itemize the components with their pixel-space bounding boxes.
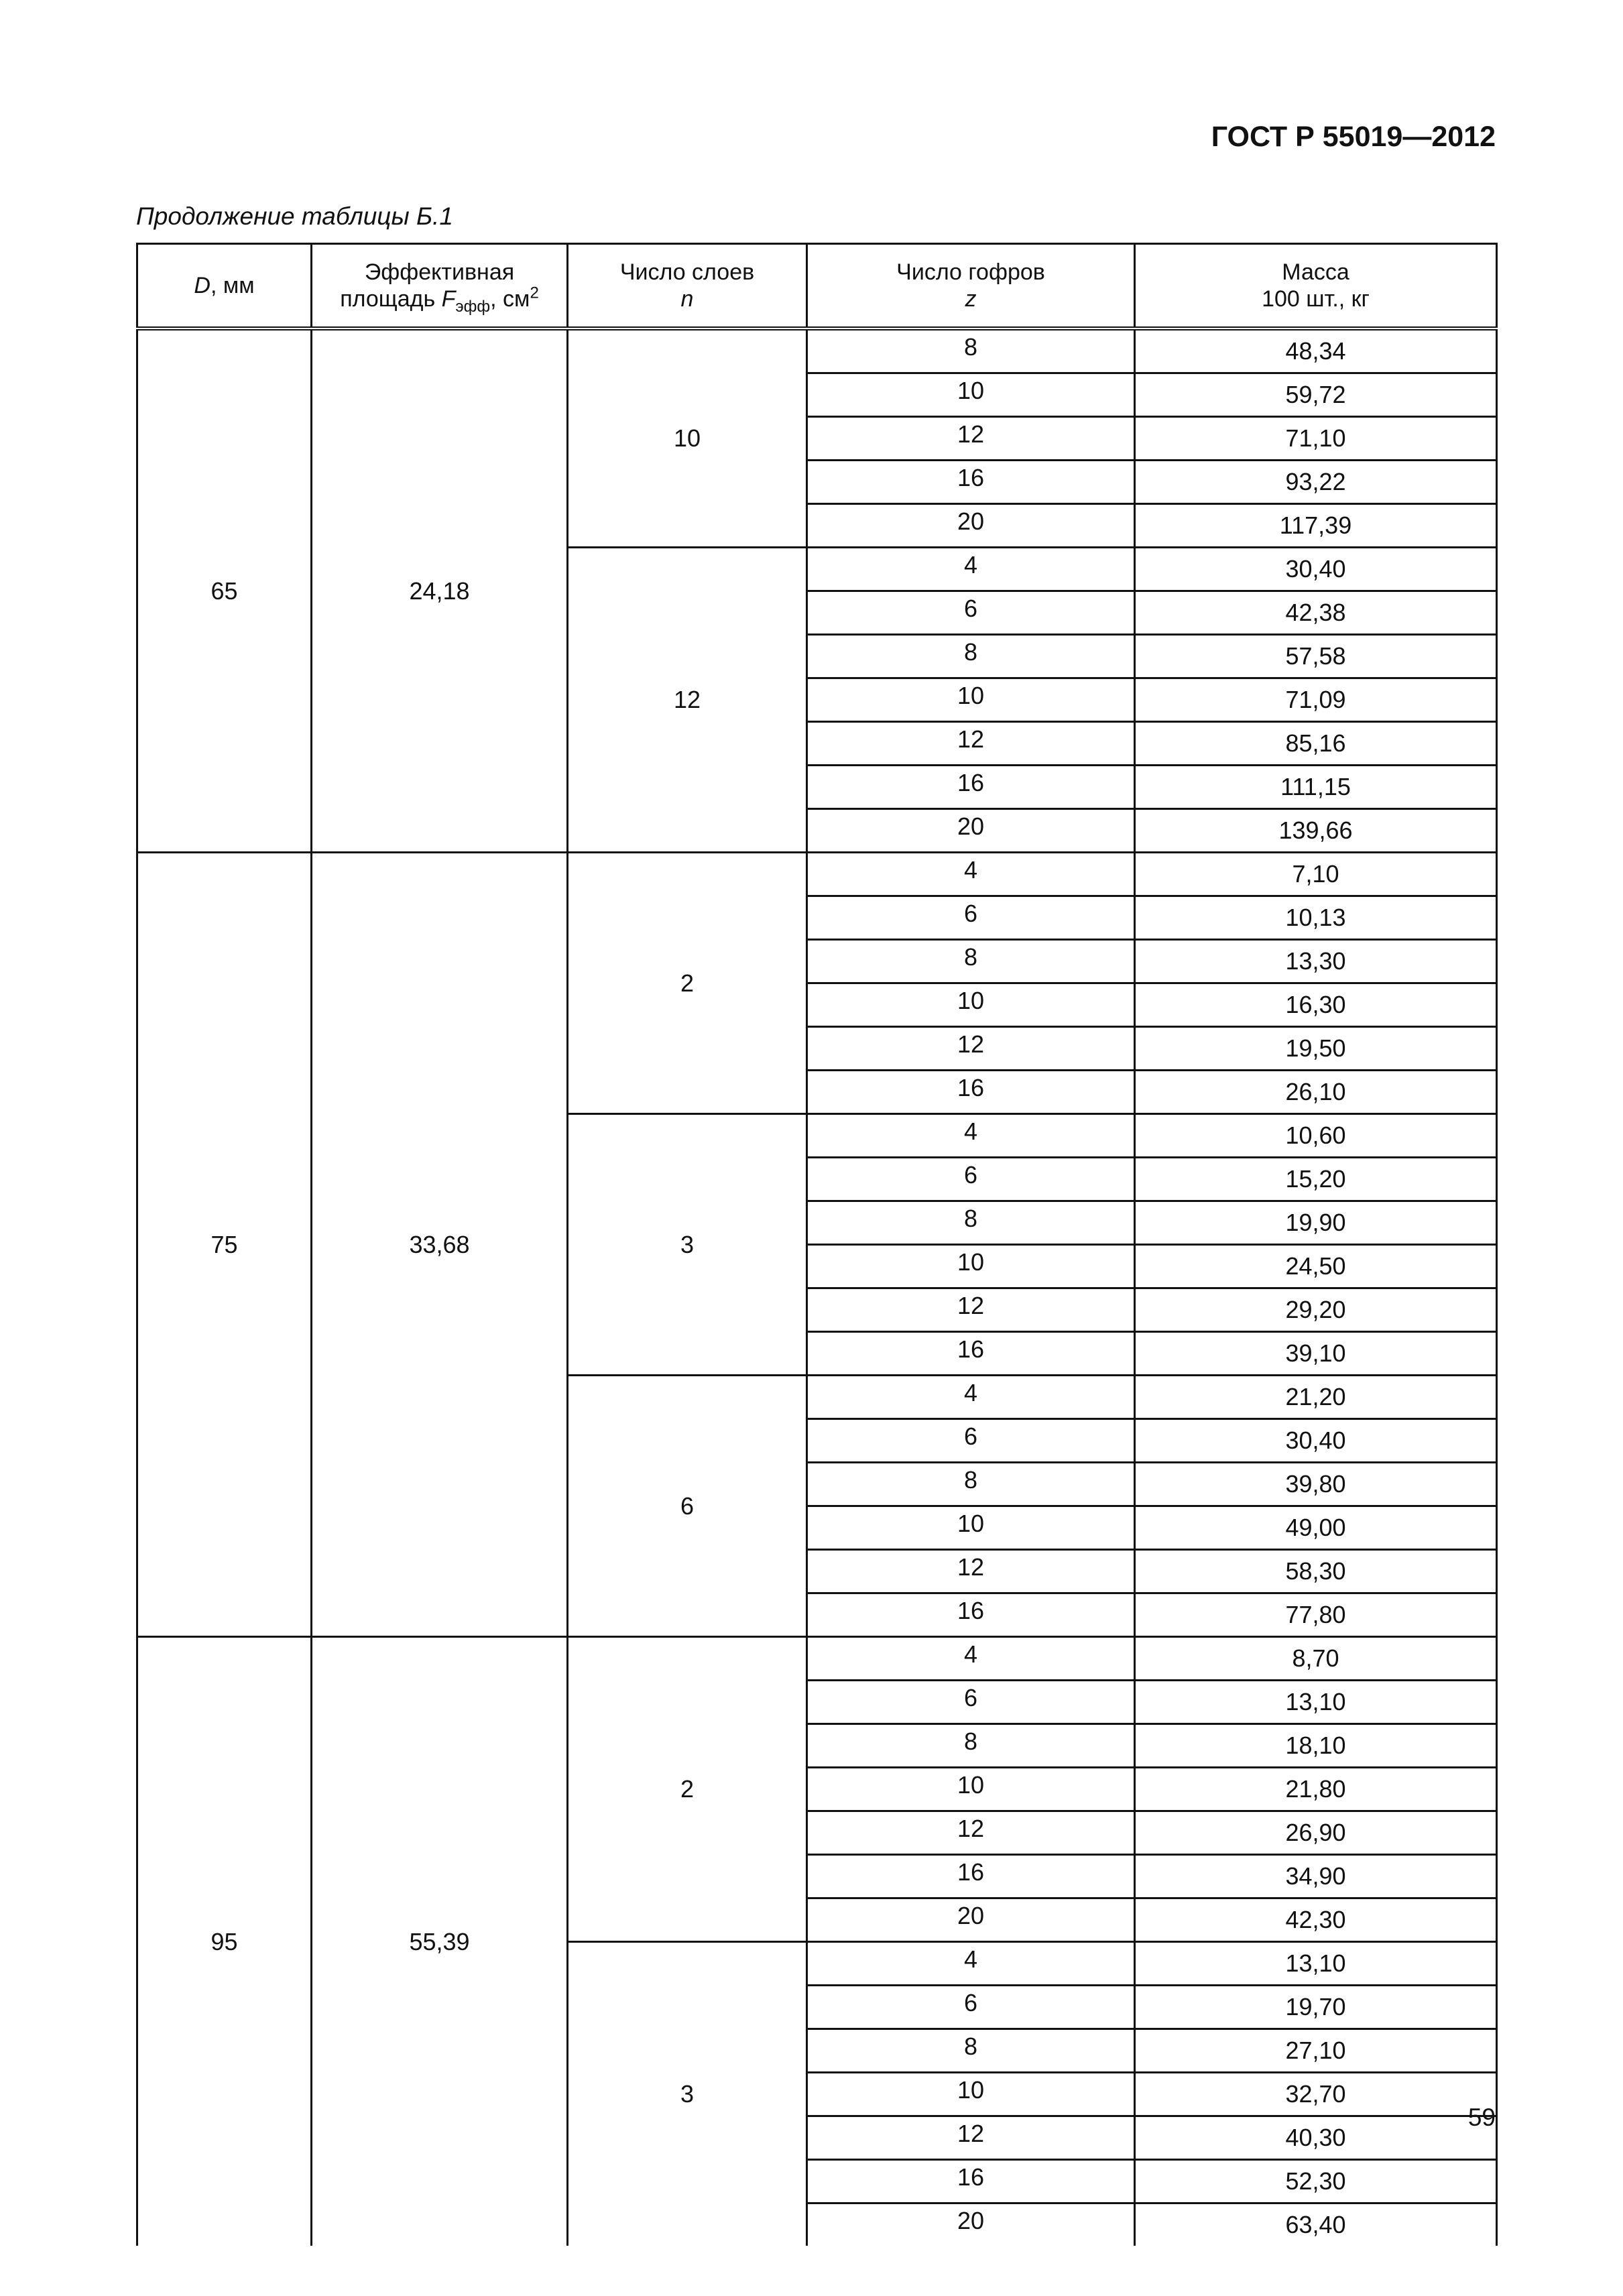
col-header-corrugations	[807, 244, 1135, 329]
cell-layers: 3	[568, 1942, 807, 2246]
cell-corrugations: 20	[807, 2203, 1135, 2246]
cell-corrugations: 4	[807, 1942, 1135, 1986]
cell-corrugations: 10	[807, 1768, 1135, 1811]
cell-mass: 16,30	[1135, 983, 1497, 1027]
cell-mass: 18,10	[1135, 1724, 1497, 1768]
cell-mass: 40,30	[1135, 2116, 1497, 2160]
cell-mass: 13,30	[1135, 940, 1497, 983]
cell-mass: 49,00	[1135, 1506, 1497, 1550]
cell-corrugations: 12	[807, 1288, 1135, 1332]
layers-symbol: n	[680, 286, 694, 312]
cell-corrugations: 20	[807, 504, 1135, 548]
cell-mass: 8,70	[1135, 1637, 1497, 1681]
cell-corrugations: 16	[807, 1593, 1135, 1637]
table-row	[137, 1637, 1497, 1681]
cell-mass: 117,39	[1135, 504, 1497, 548]
mass-table	[136, 243, 1498, 2246]
cell-corrugations: 8	[807, 2029, 1135, 2073]
col-header-diameter	[137, 244, 312, 329]
cell-mass: 39,10	[1135, 1332, 1497, 1376]
cell-corrugations: 16	[807, 766, 1135, 809]
cell-corrugations: 4	[807, 1114, 1135, 1158]
cell-corrugations: 6	[807, 1158, 1135, 1201]
table-row	[137, 853, 1497, 896]
cell-mass: 58,30	[1135, 1550, 1497, 1593]
cell-corrugations: 6	[807, 1681, 1135, 1724]
cell-mass: 7,10	[1135, 853, 1497, 896]
cell-mass: 26,10	[1135, 1071, 1497, 1114]
cell-corrugations: 10	[807, 983, 1135, 1027]
cell-diameter: 65	[137, 328, 312, 853]
cell-mass: 19,90	[1135, 1201, 1497, 1245]
cell-mass: 10,60	[1135, 1114, 1497, 1158]
mass-unit: 100 шт., кг	[1262, 286, 1370, 312]
cell-mass: 71,10	[1135, 417, 1497, 461]
cell-corrugations: 4	[807, 548, 1135, 591]
cell-mass: 85,16	[1135, 722, 1497, 766]
cell-mass: 30,40	[1135, 1419, 1497, 1463]
cell-mass: 30,40	[1135, 548, 1497, 591]
col-header-layers	[568, 244, 807, 329]
cell-mass: 59,72	[1135, 373, 1497, 417]
cell-corrugations: 12	[807, 417, 1135, 461]
cell-corrugations: 8	[807, 1724, 1135, 1768]
document-standard-code: ГОСТ Р 55019—2012	[1211, 121, 1496, 153]
cell-mass: 29,20	[1135, 1288, 1497, 1332]
diameter-symbol: D	[194, 273, 211, 298]
table-row	[137, 328, 1497, 373]
cell-mass: 26,90	[1135, 1811, 1497, 1855]
cell-corrugations: 16	[807, 1855, 1135, 1898]
cell-corrugations: 10	[807, 678, 1135, 722]
cell-mass: 48,34	[1135, 328, 1497, 373]
cell-corrugations: 6	[807, 1419, 1135, 1463]
corrugations-label: Число гофров	[896, 259, 1045, 285]
cell-corrugations: 8	[807, 940, 1135, 983]
cell-corrugations: 16	[807, 1071, 1135, 1114]
diameter-unit: , мм	[210, 273, 255, 298]
area-label-2: площадь	[340, 286, 442, 312]
cell-corrugations: 10	[807, 2073, 1135, 2116]
table-caption: Продолжение таблицы Б.1	[136, 202, 453, 230]
cell-corrugations: 16	[807, 1332, 1135, 1376]
cell-mass: 77,80	[1135, 1593, 1497, 1637]
col-header-mass	[1135, 244, 1497, 329]
layers-label: Число слоев	[619, 259, 755, 285]
mass-label: Масса	[1282, 259, 1349, 285]
cell-diameter: 95	[137, 1637, 312, 2246]
area-subscript: эфф	[455, 297, 491, 316]
cell-corrugations: 16	[807, 461, 1135, 504]
cell-corrugations: 12	[807, 1811, 1135, 1855]
area-superscript: 2	[530, 284, 539, 302]
cell-mass: 27,10	[1135, 2029, 1497, 2073]
cell-corrugations: 10	[807, 1245, 1135, 1288]
area-label: Эффективная	[364, 259, 515, 285]
cell-mass: 32,70	[1135, 2073, 1497, 2116]
cell-corrugations: 6	[807, 591, 1135, 635]
cell-corrugations: 10	[807, 373, 1135, 417]
cell-layers: 10	[568, 328, 807, 548]
cell-mass: 42,30	[1135, 1898, 1497, 1942]
cell-corrugations: 4	[807, 1637, 1135, 1681]
cell-corrugations: 12	[807, 2116, 1135, 2160]
cell-corrugations: 10	[807, 1506, 1135, 1550]
cell-layers: 6	[568, 1376, 807, 1637]
cell-corrugations: 20	[807, 1898, 1135, 1942]
cell-corrugations: 12	[807, 722, 1135, 766]
cell-mass: 57,58	[1135, 635, 1497, 678]
cell-corrugations: 6	[807, 896, 1135, 940]
cell-mass: 93,22	[1135, 461, 1497, 504]
cell-area: 24,18	[312, 328, 568, 853]
table-header-row	[137, 244, 1497, 329]
cell-area: 55,39	[312, 1637, 568, 2246]
area-unit: , см	[490, 286, 530, 312]
cell-mass: 111,15	[1135, 766, 1497, 809]
cell-corrugations: 8	[807, 1463, 1135, 1506]
cell-mass: 21,80	[1135, 1768, 1497, 1811]
table-body	[137, 328, 1497, 2246]
cell-corrugations: 8	[807, 635, 1135, 678]
page-number: 59	[1467, 2104, 1496, 2131]
cell-mass: 21,20	[1135, 1376, 1497, 1419]
cell-corrugations: 6	[807, 1986, 1135, 2029]
cell-mass: 15,20	[1135, 1158, 1497, 1201]
cell-diameter: 75	[137, 853, 312, 1637]
cell-mass: 19,70	[1135, 1986, 1497, 2029]
cell-corrugations: 4	[807, 853, 1135, 896]
cell-corrugations: 4	[807, 1376, 1135, 1419]
cell-mass: 42,38	[1135, 591, 1497, 635]
cell-corrugations: 8	[807, 328, 1135, 373]
cell-layers: 2	[568, 853, 807, 1114]
cell-mass: 13,10	[1135, 1942, 1497, 1986]
col-header-area	[312, 244, 568, 329]
cell-area: 33,68	[312, 853, 568, 1637]
cell-mass: 13,10	[1135, 1681, 1497, 1724]
cell-corrugations: 16	[807, 2160, 1135, 2203]
cell-layers: 2	[568, 1637, 807, 1942]
cell-corrugations: 8	[807, 1201, 1135, 1245]
area-symbol: F	[441, 286, 456, 312]
cell-mass: 139,66	[1135, 809, 1497, 853]
cell-mass: 19,50	[1135, 1027, 1497, 1071]
cell-mass: 71,09	[1135, 678, 1497, 722]
cell-mass: 52,30	[1135, 2160, 1497, 2203]
cell-mass: 34,90	[1135, 1855, 1497, 1898]
cell-mass: 24,50	[1135, 1245, 1497, 1288]
cell-mass: 10,13	[1135, 896, 1497, 940]
cell-corrugations: 12	[807, 1027, 1135, 1071]
cell-mass: 63,40	[1135, 2203, 1497, 2246]
cell-layers: 3	[568, 1114, 807, 1376]
cell-corrugations: 12	[807, 1550, 1135, 1593]
cell-corrugations: 20	[807, 809, 1135, 853]
cell-mass: 39,80	[1135, 1463, 1497, 1506]
corrugations-symbol: z	[965, 286, 977, 312]
cell-layers: 12	[568, 548, 807, 853]
